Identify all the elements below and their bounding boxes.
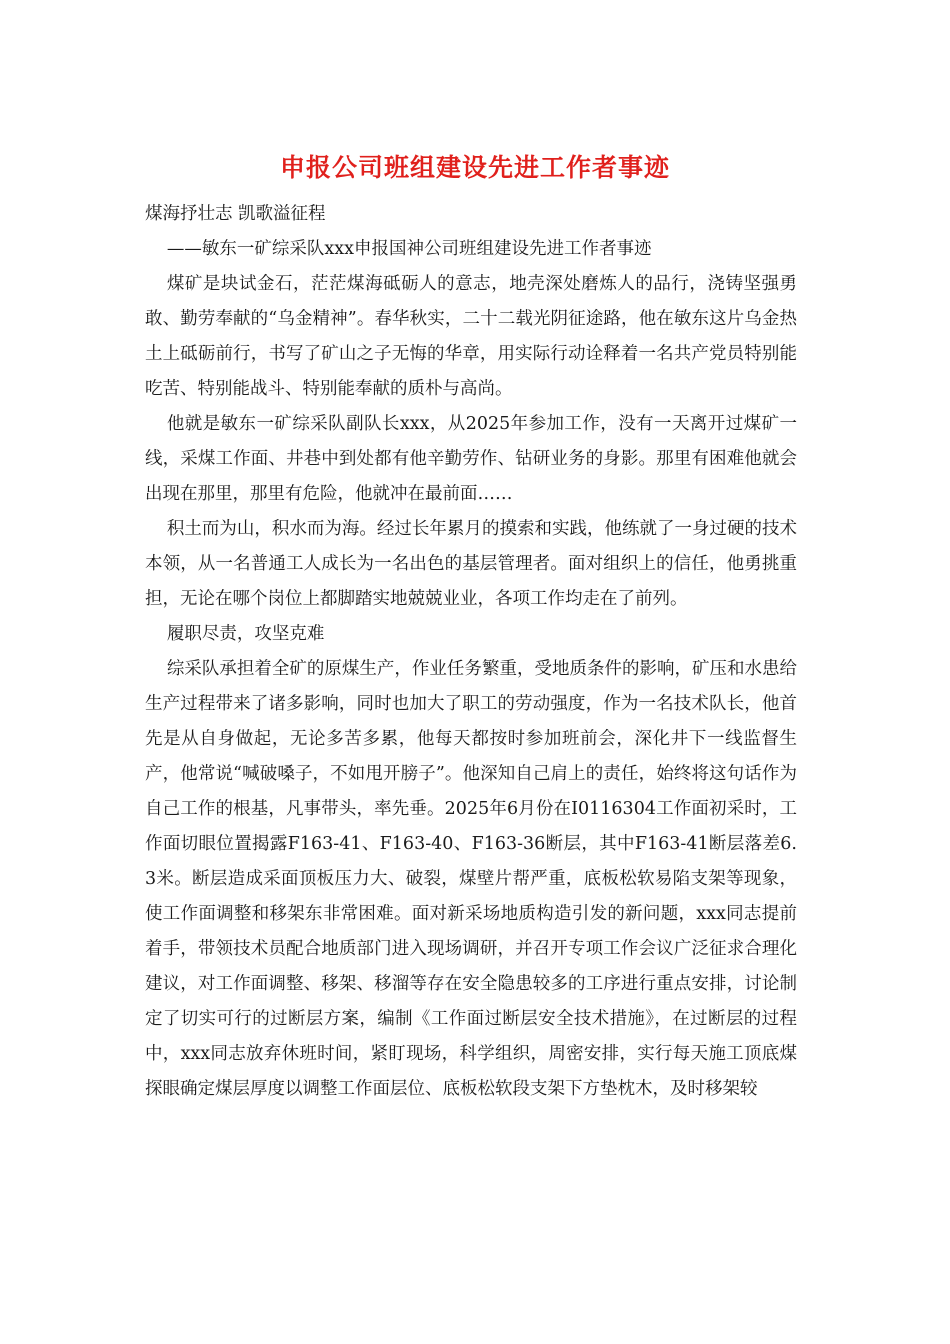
paragraph: 他就是敏东一矿综采队副队长xxx，从2025年参加工作，没有一天离开过煤矿一线，采煤工作面、井巷中到处都有他辛勤劳作、钻研业务的身影。那里有困难他就会出现在那里，那里有危险，他就冲在最前面…… [145, 414, 797, 504]
subtitle: 煤海抒壮志 凯歌溢征程 [145, 204, 326, 224]
document-title: 申报公司班组建设先进工作者事迹 [279, 153, 670, 182]
section-heading: 履职尽责，攻坚克难 [166, 624, 325, 644]
document-body [145, 197, 797, 1107]
paragraph: 煤矿是块试金石，茫茫煤海砥砺人的意志，地壳深处磨炼人的品行，浇铸坚强勇敢、勤劳奉献的“乌金精神”。春华秋实，二十二载光阴征途路，他在敏东这片乌金热土上砥砺前行，书写了矿山之子无悔的华章，用实际行动诠释着一名共产党员特别能吃苦、特别能战斗、特别能奉献的质朴与高尚。 [145, 274, 797, 399]
byline: ——敏东一矿综采队xxx申报国神公司班组建设先进工作者事迹 [166, 239, 652, 259]
paragraph: 综采队承担着全矿的原煤生产，作业任务繁重，受地质条件的影响，矿压和水患给生产过程带来了诸多影响，同时也加大了职工的劳动强度，作为一名技术队长，他首先是从自身做起，无论多苦多累，他每天都按时参加班前会，深化井下一线监督生产，他常说“喊破嗓子，不如甩开膀子”。他深知自己肩上的责任，始终将这句话作为自己工作的根基，凡事带头，率先垂。2025年6月份在I0116304工作面初采时，工作面切眼位置揭露F163-41、F163-40、F163-36断层，其中F163-41断层落差6.3米。断层造成采面顶板压力大、破裂，煤壁片帮严重，底板松软易陷支架等现象，使工作面调整和移架东非常困难。面对新采场地质构造引发的新问题，xxx同志提前着手，带领技术员配合地质部门进入现场调研，并召开专项工作会议广泛征求合理化建议，对工作面调整、移架、移溜等存在安全隐患较多的工序进行重点安排，讨论制定了切实可行的过断层方案，编制《工作面过断层安全技术措施》，在过断层的过程中，xxx同志放弃休班时间，紧盯现场，科学组织，周密安排，实行每天施工顶底煤探眼确定煤层厚度以调整工作面层位、底板松软段支架下方垫枕木，及时移架较 [145, 659, 797, 1099]
paragraph: 积土而为山，积水而为海。经过长年累月的摸索和实践，他练就了一身过硬的技术本领，从一名普通工人成长为一名出色的基层管理者。面对组织上的信任，他勇挑重担，无论在哪个岗位上都脚踏实地兢兢业业，各项工作均走在了前列。 [145, 519, 797, 609]
